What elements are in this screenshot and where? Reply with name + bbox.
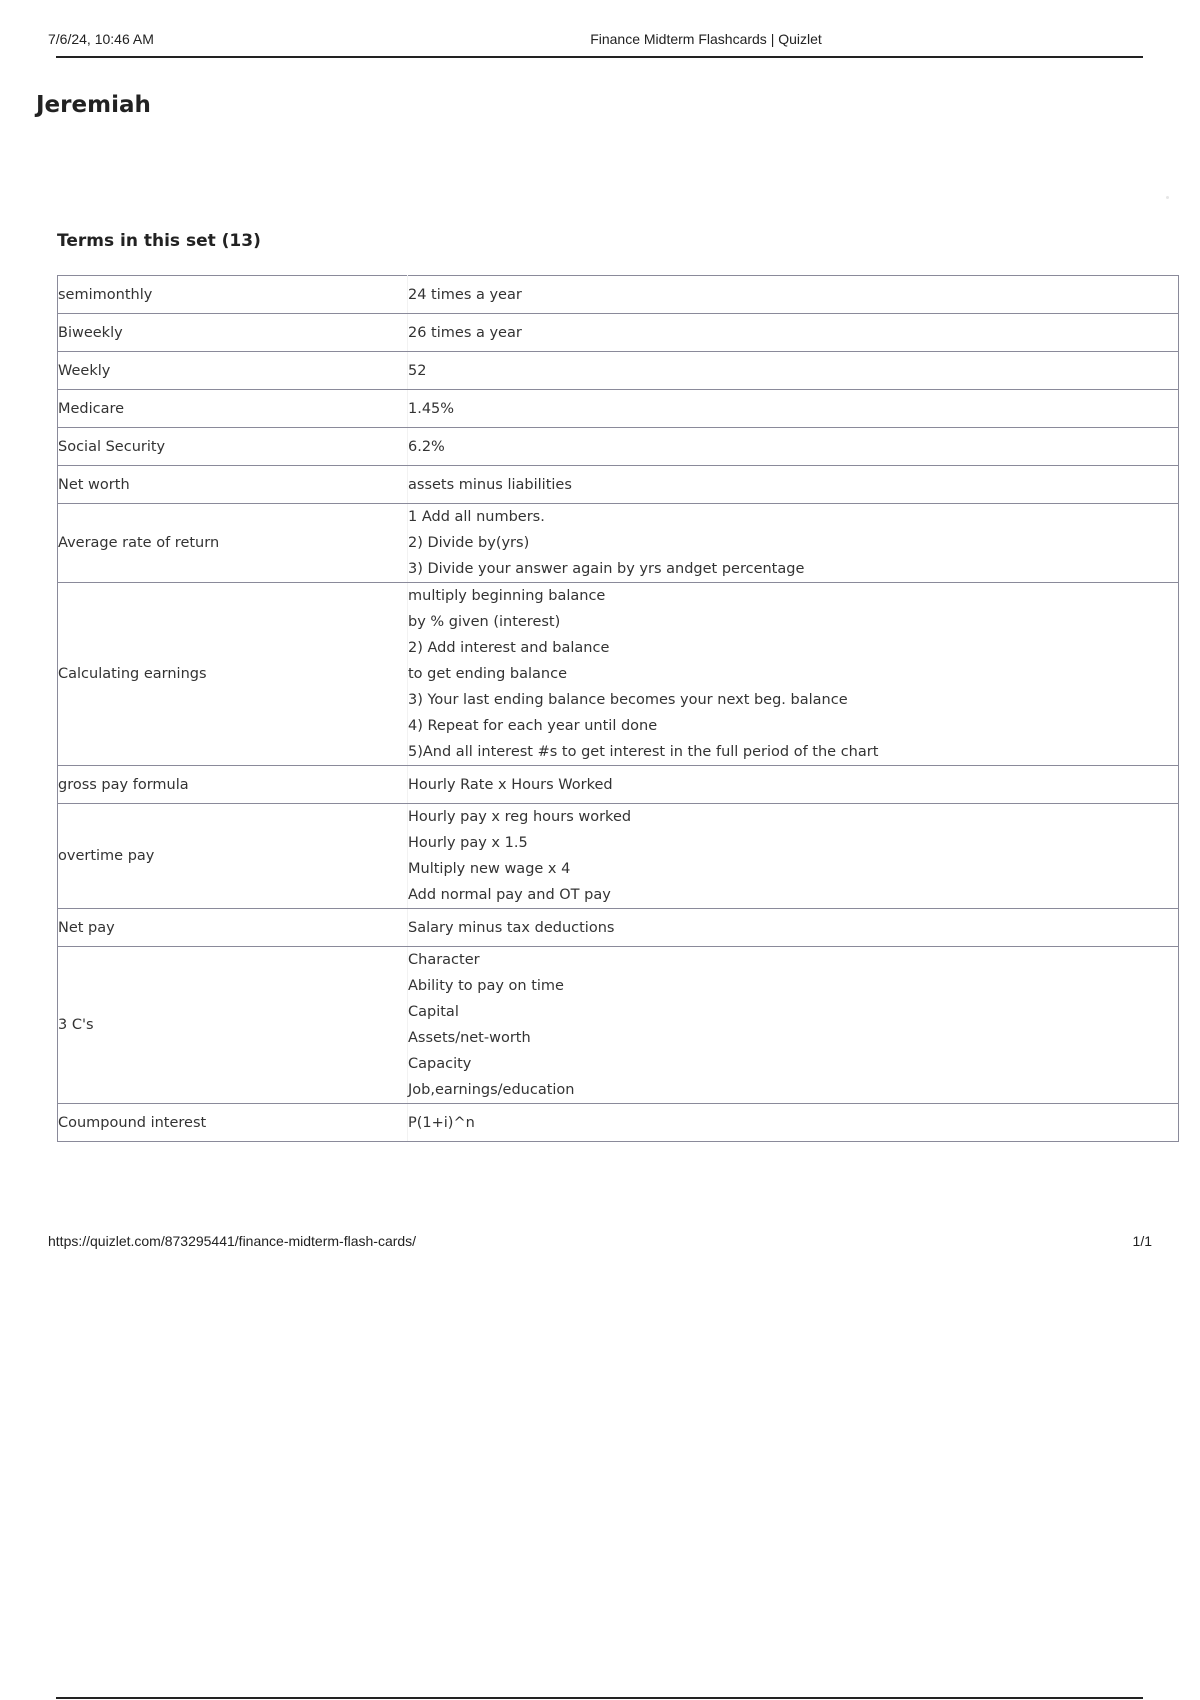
definition-cell bbox=[408, 504, 1179, 583]
definition-line: 2) Add interest and balance bbox=[408, 640, 610, 656]
definition-line: 6.2% bbox=[408, 438, 445, 455]
definition-cell bbox=[408, 352, 1179, 390]
definition-cell bbox=[408, 276, 1179, 314]
definition-line: Assets/net-worth bbox=[408, 1030, 531, 1046]
term-cell: overtime pay bbox=[58, 804, 408, 909]
definition-line: 26 times a year bbox=[408, 324, 522, 341]
definition-line: Multiply new wage x 4 bbox=[408, 861, 571, 877]
definition-line: 5)And all interest #s to get interest in the full period of the chart bbox=[408, 744, 879, 760]
table-row bbox=[58, 504, 1179, 583]
term-cell: semimonthly bbox=[58, 276, 408, 314]
definition-line: 52 bbox=[408, 362, 427, 379]
term-cell: Coumpound interest bbox=[58, 1104, 408, 1142]
definition-line: P(1+i)^n bbox=[408, 1114, 475, 1131]
print-page-number: 1/1 bbox=[1132, 1233, 1152, 1249]
definition-line: Ability to pay on time bbox=[408, 978, 564, 994]
definition-line: Hourly pay x reg hours worked bbox=[408, 809, 632, 825]
definition-line: Job,earnings/education bbox=[408, 1082, 575, 1098]
table-row bbox=[58, 804, 1179, 909]
definition-line: 1 Add all numbers. bbox=[408, 509, 545, 525]
definition-line: Capital bbox=[408, 1004, 459, 1020]
definition-cell bbox=[408, 909, 1179, 947]
table-row bbox=[58, 466, 1179, 504]
terms-table bbox=[57, 275, 1179, 1142]
definition-cell bbox=[408, 390, 1179, 428]
table-row bbox=[58, 909, 1179, 947]
definition-cell bbox=[408, 1104, 1179, 1142]
term-cell: 3 C's bbox=[58, 947, 408, 1104]
definition-cell bbox=[408, 766, 1179, 804]
definition-line: 4) Repeat for each year until done bbox=[408, 718, 658, 734]
term-cell: Biweekly bbox=[58, 314, 408, 352]
table-row bbox=[58, 276, 1179, 314]
definition-line: Capacity bbox=[408, 1056, 472, 1072]
table-row bbox=[58, 428, 1179, 466]
definition-cell bbox=[408, 314, 1179, 352]
terms-heading: Terms in this set (13) bbox=[57, 231, 261, 251]
print-footer bbox=[48, 1233, 1152, 1249]
definition-line: 3) Your last ending balance becomes your next beg. balance bbox=[408, 692, 848, 708]
term-cell: gross pay formula bbox=[58, 766, 408, 804]
table-row bbox=[58, 314, 1179, 352]
definition-line: multiply beginning balance bbox=[408, 588, 606, 604]
table-row bbox=[58, 583, 1179, 766]
decorative-dot bbox=[1166, 196, 1169, 199]
term-cell: Net worth bbox=[58, 466, 408, 504]
definition-line: 3) Divide your answer again by yrs andget percentage bbox=[408, 561, 805, 577]
table-row bbox=[58, 1104, 1179, 1142]
table-row bbox=[58, 352, 1179, 390]
term-cell: Medicare bbox=[58, 390, 408, 428]
definition-line: Character bbox=[408, 952, 480, 968]
definition-cell bbox=[408, 947, 1179, 1104]
definition-line: 1.45% bbox=[408, 400, 455, 417]
bottom-divider bbox=[56, 1697, 1143, 1699]
set-owner-name[interactable]: Jeremiah bbox=[36, 92, 151, 118]
term-cell: Social Security bbox=[58, 428, 408, 466]
definition-line: Hourly Rate x Hours Worked bbox=[408, 776, 613, 793]
definition-line: Hourly pay x 1.5 bbox=[408, 835, 528, 851]
definition-line: 2) Divide by(yrs) bbox=[408, 535, 530, 551]
term-cell: Weekly bbox=[58, 352, 408, 390]
print-url: https://quizlet.com/873295441/finance-midterm-flash-cards/ bbox=[48, 1233, 417, 1249]
term-cell: Average rate of return bbox=[58, 504, 408, 583]
print-page-title: Finance Midterm Flashcards | Quizlet bbox=[590, 31, 822, 47]
definition-cell bbox=[408, 466, 1179, 504]
table-row bbox=[58, 390, 1179, 428]
term-cell: Calculating earnings bbox=[58, 583, 408, 766]
print-header bbox=[0, 0, 1200, 58]
definition-line: Salary minus tax deductions bbox=[408, 919, 615, 936]
header-divider bbox=[56, 56, 1143, 58]
definition-cell bbox=[408, 583, 1179, 766]
table-row bbox=[58, 947, 1179, 1104]
table-row bbox=[58, 766, 1179, 804]
terms-table-body bbox=[58, 276, 1179, 1142]
term-cell: Net pay bbox=[58, 909, 408, 947]
definition-line: 24 times a year bbox=[408, 286, 522, 303]
definition-line: to get ending balance bbox=[408, 666, 568, 682]
definition-cell bbox=[408, 804, 1179, 909]
definition-line: by % given (interest) bbox=[408, 614, 561, 630]
definition-line: assets minus liabilities bbox=[408, 476, 572, 493]
definition-cell bbox=[408, 428, 1179, 466]
print-datetime: 7/6/24, 10:46 AM bbox=[48, 31, 154, 47]
definition-line: Add normal pay and OT pay bbox=[408, 887, 611, 903]
